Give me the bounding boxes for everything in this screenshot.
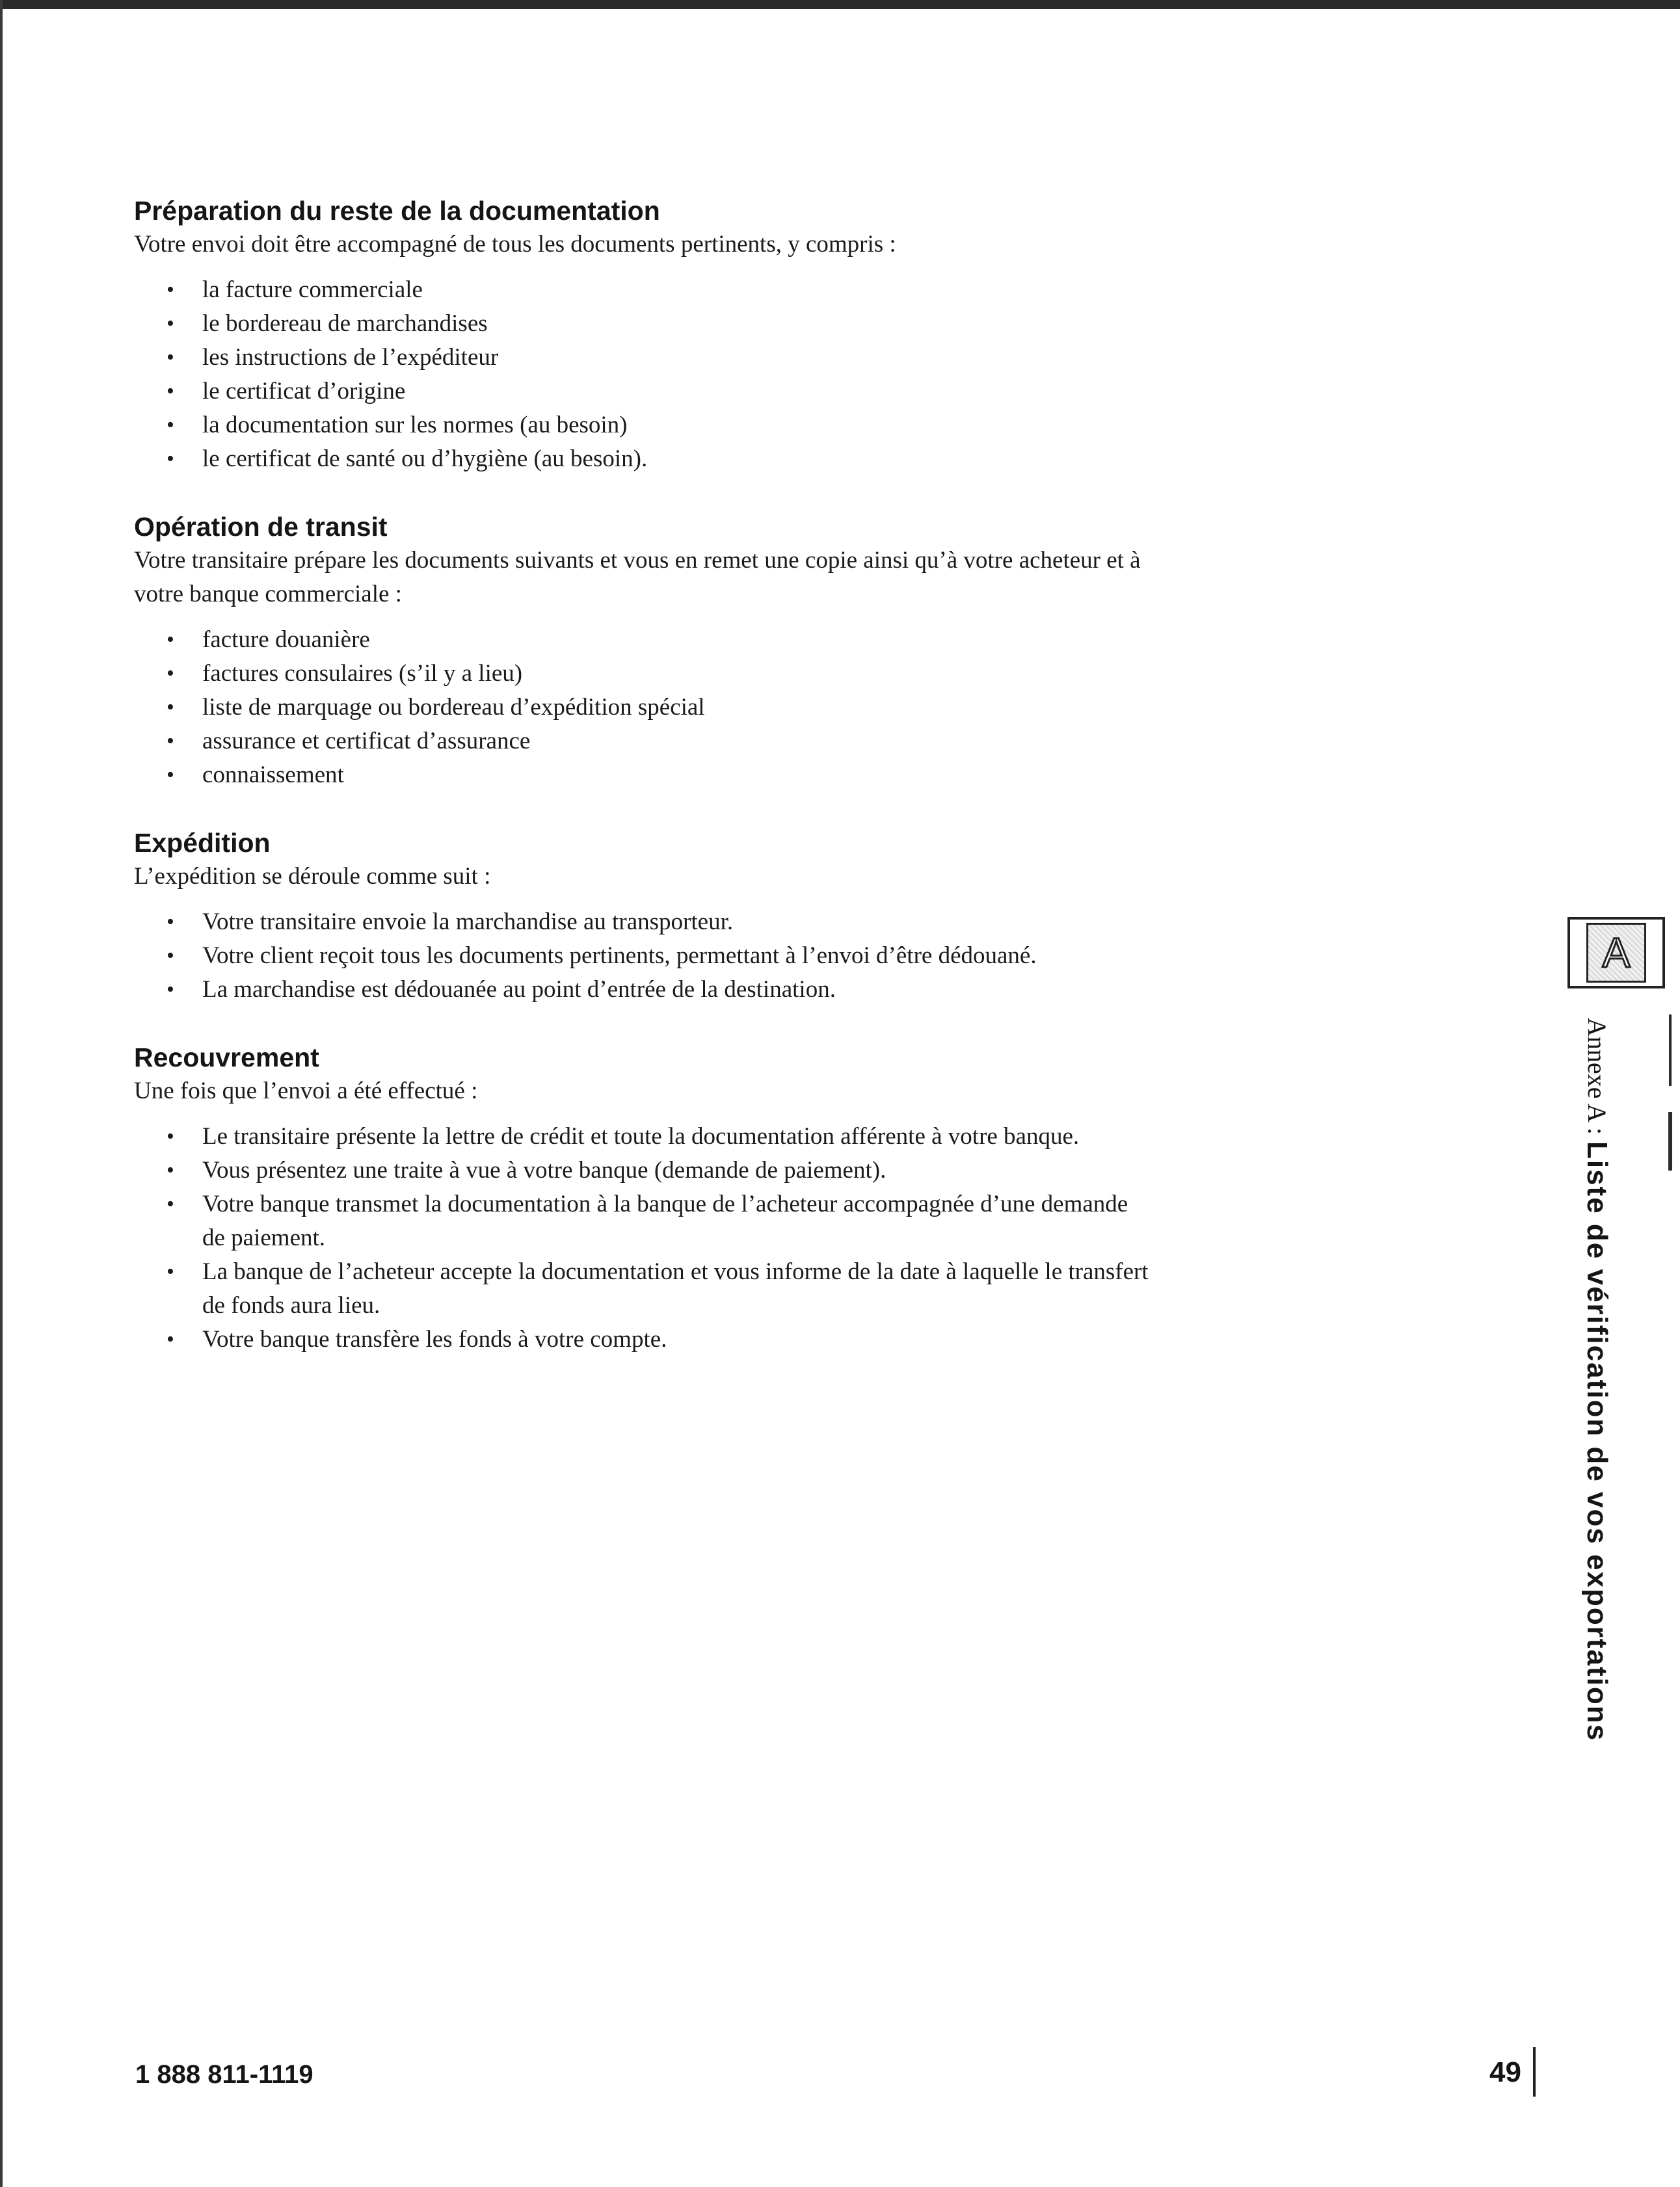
section-preparation bbox=[134, 194, 1149, 476]
section-recouvrement bbox=[134, 1040, 1149, 1357]
bullet-icon: • bbox=[167, 729, 174, 753]
bullet-icon: • bbox=[167, 1158, 174, 1182]
appendix-side-prefix: Annexe A : bbox=[1582, 1018, 1612, 1141]
list-item: • le certificat de santé ou d’hygiène (au besoin). bbox=[134, 442, 1149, 476]
bullet-icon: • bbox=[167, 661, 174, 685]
section-intro: Une fois que l’envoi a été effectué : bbox=[134, 1078, 478, 1104]
section-heading: Recouvrement bbox=[134, 1042, 319, 1072]
list-item: • Votre banque transmet la documentation à la banque de l’acheteur accompagnée d’une demande de paiement. bbox=[134, 1187, 1149, 1255]
bullet-list bbox=[134, 623, 1149, 792]
bullet-icon: • bbox=[167, 447, 174, 471]
section-heading: Expédition bbox=[134, 828, 271, 858]
bullet-icon: • bbox=[167, 311, 174, 336]
list-item: • le bordereau de marchandises bbox=[134, 307, 1149, 341]
list-item: • les instructions de l’expéditeur bbox=[134, 341, 1149, 375]
list-item: • connaissement bbox=[134, 758, 1149, 792]
bullet-icon: • bbox=[167, 1327, 174, 1351]
bullet-icon: • bbox=[167, 413, 174, 437]
scan-right-mark bbox=[1669, 1014, 1672, 1086]
list-item: • liste de marquage ou bordereau d’expédition spécial bbox=[134, 691, 1149, 724]
bullet-list bbox=[134, 273, 1149, 476]
list-item: • la documentation sur les normes (au besoin) bbox=[134, 408, 1149, 442]
section-transit bbox=[134, 510, 1149, 792]
bullet-icon: • bbox=[167, 944, 174, 968]
bullet-list bbox=[134, 905, 1149, 1007]
appendix-letter-icon: A bbox=[1586, 923, 1646, 983]
appendix-tab bbox=[1567, 917, 1665, 988]
section-expedition bbox=[134, 826, 1149, 1007]
section-intro: Votre transitaire prépare les documents suivants et vous en remet une copie ainsi qu’à votre acheteur et à votre banque commerciale : bbox=[134, 547, 1141, 607]
bullet-icon: • bbox=[167, 763, 174, 787]
bullet-icon: • bbox=[167, 695, 174, 719]
document-body bbox=[134, 194, 1149, 1390]
list-item: • Votre banque transfère les fonds à votre compte. bbox=[134, 1323, 1149, 1357]
bullet-list bbox=[134, 1120, 1149, 1357]
list-item: • la facture commerciale bbox=[134, 273, 1149, 307]
list-item: • le certificat d’origine bbox=[134, 375, 1149, 408]
footer-phone-number: 1 888 811-1119 bbox=[135, 2060, 313, 2089]
list-item: • Votre client reçoit tous les documents pertinents, permettant à l’envoi d’être dédouané. bbox=[134, 939, 1149, 973]
scan-top-edge bbox=[0, 0, 1680, 9]
section-intro: Votre envoi doit être accompagné de tous les documents pertinents, y compris : bbox=[134, 231, 896, 258]
scan-right-mark bbox=[1668, 1112, 1672, 1171]
bullet-icon: • bbox=[167, 345, 174, 369]
bullet-icon: • bbox=[167, 1260, 174, 1284]
bullet-icon: • bbox=[167, 278, 174, 302]
list-item: • La marchandise est dédouanée au point d’entrée de la destination. bbox=[134, 973, 1149, 1007]
appendix-side-heading: Liste de vérification de vos exportations bbox=[1581, 1141, 1613, 1742]
page-number: 49 bbox=[1489, 2056, 1521, 2088]
list-item: • facture douanière bbox=[134, 623, 1149, 657]
list-item: • assurance et certificat d’assurance bbox=[134, 724, 1149, 758]
scan-left-edge bbox=[0, 0, 3, 2187]
appendix-side-title bbox=[1580, 1018, 1613, 1742]
bullet-icon: • bbox=[167, 910, 174, 934]
bullet-icon: • bbox=[167, 977, 174, 1001]
bullet-icon: • bbox=[167, 1192, 174, 1216]
bullet-icon: • bbox=[167, 1124, 174, 1148]
list-item: • Votre transitaire envoie la marchandise au transporteur. bbox=[134, 905, 1149, 939]
list-item: • Le transitaire présente la lettre de crédit et toute la documentation afférente à votre banque. bbox=[134, 1120, 1149, 1154]
section-heading: Préparation du reste de la documentation bbox=[134, 196, 660, 226]
page-number-divider bbox=[1533, 2047, 1536, 2097]
list-item: • Vous présentez une traite à vue à votre banque (demande de paiement). bbox=[134, 1154, 1149, 1187]
section-heading: Opération de transit bbox=[134, 512, 388, 542]
bullet-icon: • bbox=[167, 628, 174, 652]
section-intro: L’expédition se déroule comme suit : bbox=[134, 863, 491, 890]
list-item: • factures consulaires (s’il y a lieu) bbox=[134, 657, 1149, 691]
list-item: • La banque de l’acheteur accepte la documentation et vous informe de la date à laquelle le transfert de fonds aura lieu. bbox=[134, 1255, 1149, 1323]
bullet-icon: • bbox=[167, 379, 174, 403]
